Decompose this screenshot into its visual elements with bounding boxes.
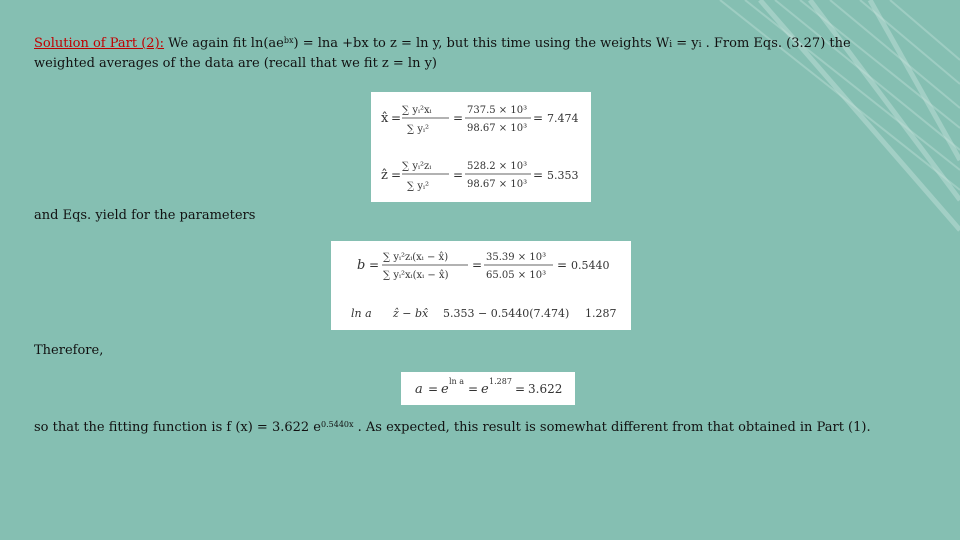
ln-a-calculation: 5.353 − 0.5440(7.474) — [443, 307, 570, 320]
equals-sign-b3: = — [557, 258, 568, 272]
e-base: e — [441, 382, 449, 397]
intro-line-2: weighted averages of the data are (recall that we fit z = ln y) — [34, 56, 438, 71]
sum-denominator: ∑ yᵢ² — [407, 124, 429, 135]
equals-sign-a2: = — [468, 382, 479, 396]
b-denominator-value: 65.05 × 10³ — [486, 270, 547, 281]
equals-sign-a3: = — [515, 382, 526, 396]
b-symbol: b — [357, 258, 366, 273]
weighted-averages-equation — [371, 92, 591, 202]
ln-a-expression: ẑ − bx̂ — [393, 307, 429, 320]
exponent-bx: bx — [283, 36, 294, 45]
b-numerator-value: 35.39 × 10³ — [486, 252, 547, 263]
conclusion-text-b: . As expected, this result is somewhat different from that obtained in Part (1). — [353, 420, 871, 435]
intro-text-c: = y — [672, 36, 699, 51]
conclusion-text-a: so that the fitting function is f (x) = 3.622 e — [34, 420, 321, 435]
conclusion-exponent: 0.5440x — [321, 420, 354, 429]
z-hat-symbol: ẑ — [381, 168, 388, 183]
ln-a-result: 1.287 — [585, 307, 617, 320]
x-hat-result: 7.474 — [547, 112, 579, 125]
exponent-value: 1.287 — [489, 377, 512, 386]
sum-denominator-2: ∑ yᵢ² — [407, 181, 429, 192]
subscript-i2: i — [698, 40, 702, 50]
equals-sign-3: = — [533, 111, 544, 125]
conclusion-line — [34, 419, 871, 436]
b-sum-numerator: ∑ yᵢ²zᵢ(xᵢ − x̂) — [383, 252, 449, 263]
therefore-line: Therefore, — [34, 343, 104, 358]
a-value-equation — [401, 372, 575, 405]
a-result: 3.622 — [528, 382, 563, 396]
intro-text-b: ) = lna +bx to z = ln y, but this time using the weights W — [293, 36, 670, 51]
part2-heading: Solution of Part (2): — [34, 36, 165, 51]
e-base-2: e — [481, 382, 489, 397]
equals-sign-b2: = — [472, 258, 483, 272]
equals-sign-2: = — [453, 111, 464, 125]
ln-a-symbol: ln a — [351, 307, 372, 320]
equals-sign: = — [391, 111, 402, 125]
b-result: 0.5440 — [571, 259, 610, 272]
equals-sign-6: = — [533, 168, 544, 182]
parameters-equation — [331, 241, 631, 330]
a-symbol: a — [415, 382, 423, 397]
denominator-value: 98.67 × 10³ — [467, 123, 528, 134]
exponent-ln-a: ln a — [449, 377, 465, 386]
intro-text-d: . From Eqs. (3.27) the — [701, 36, 851, 51]
z-hat-result: 5.353 — [547, 169, 579, 182]
equals-sign-b: = — [369, 258, 380, 272]
sum-numerator: ∑ yᵢ²xᵢ — [402, 105, 432, 116]
b-sum-denominator: ∑ yᵢ²xᵢ(xᵢ − x̂) — [383, 270, 449, 281]
numerator-value-2: 528.2 × 10³ — [467, 161, 528, 172]
denominator-value-2: 98.67 × 10³ — [467, 179, 528, 190]
sum-numerator-2: ∑ yᵢ²zᵢ — [402, 161, 432, 172]
equals-sign-a: = — [428, 382, 439, 396]
equals-sign-4: = — [391, 168, 402, 182]
subscript-i: i — [669, 40, 673, 50]
intro-line-1 — [34, 35, 851, 52]
numerator-value: 737.5 × 10³ — [467, 105, 528, 116]
x-hat-symbol: x̂ — [381, 111, 389, 126]
parameters-line: and Eqs. yield for the parameters — [34, 208, 256, 223]
intro-text: We again fit ln(ae — [168, 36, 284, 51]
equals-sign-5: = — [453, 168, 464, 182]
